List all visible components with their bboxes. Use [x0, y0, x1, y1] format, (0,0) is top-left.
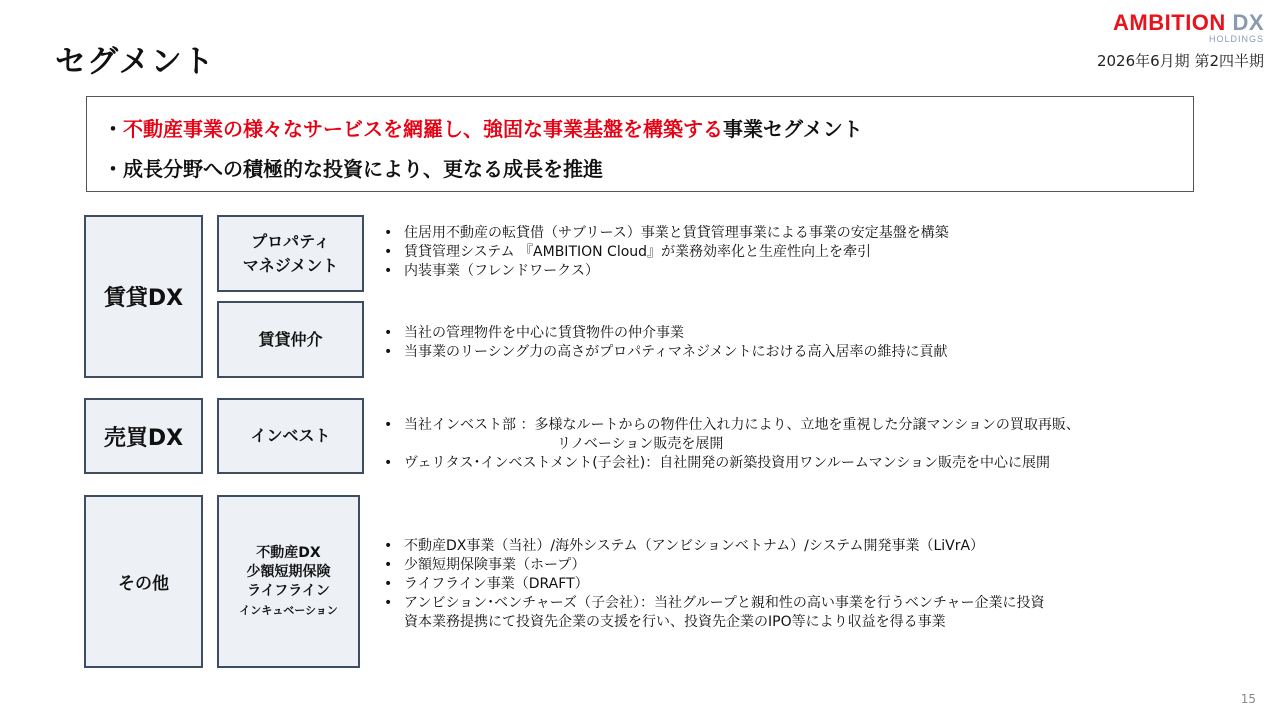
- brokerage-bullets: [382, 324, 948, 362]
- subsegment-invest: [217, 398, 364, 474]
- list-item: • ライフライン事業（DRAFT）: [382, 575, 1045, 594]
- summary-line-1-rest: 事業セグメント: [723, 117, 863, 141]
- list-item: • 不動産DX事業（当社）/海外システム（アンビションベトナム）/システム開発事業（LiVrA）: [382, 537, 1045, 556]
- summary-line-1: [103, 109, 1193, 149]
- list-item: • 内装事業（フレンドワークス）: [382, 262, 949, 281]
- list-item: • 住居用不動産の転貸借（サブリース）事業と賃貸管理事業による事業の安定基盤を構築: [382, 224, 949, 243]
- company-logo: [1113, 12, 1264, 44]
- summary-bullet: ・: [103, 117, 123, 141]
- other-label-1: 不動産DX: [256, 544, 321, 561]
- property-management-label-2: マネジメント: [242, 255, 339, 275]
- fiscal-period: 2026年6月期 第2四半期: [1096, 52, 1264, 70]
- list-item: • アンビション･ベンチャーズ（子会社）：当社グループと親和性の高い事業を行うベンチャー企業に投資: [382, 594, 1045, 613]
- list-item: • ヴェリタス･インベストメント(子会社)：自社開発の新築投資用ワンルームマンション販売を中心に展開: [382, 454, 1080, 473]
- segment-other: [84, 495, 203, 668]
- summary-line-2: ・成長分野への積極的な投資により、更なる成長を推進: [103, 157, 603, 181]
- segment-other-label: その他: [118, 574, 169, 594]
- segment-rental-dx-label: 賃貸DX: [103, 286, 184, 311]
- logo-wordmark-gray: DX: [1232, 10, 1264, 35]
- list-item: • 当社の管理物件を中心に賃貸物件の仲介事業: [382, 324, 948, 343]
- list-item: • 賃貸管理システム 『AMBITION Cloud』が業務効率化と生産性向上を牽引: [382, 243, 949, 262]
- logo-wordmark-red: AMBITION: [1113, 10, 1226, 35]
- brokerage-label: 賃貸仲介: [258, 329, 323, 349]
- summary-highlight: 不動産事業の様々なサービスを網羅し、強固な事業基盤を構築する: [123, 117, 723, 141]
- list-item-continuation: [382, 435, 1080, 454]
- page-title: セグメント: [55, 44, 215, 80]
- logo-wordmark: [1113, 12, 1264, 34]
- property-management-bullets: [382, 224, 949, 281]
- other-label-3: ライフライン: [247, 582, 330, 599]
- other-label-4: インキュベーション: [239, 603, 338, 617]
- summary-box: [86, 96, 1194, 192]
- subsegment-property-management: [217, 215, 364, 292]
- segment-rental-dx: [84, 215, 203, 378]
- page-number: 15: [1240, 692, 1256, 706]
- segment-sales-dx: [84, 398, 203, 474]
- property-management-label-1: プロパティ: [251, 231, 330, 251]
- segment-sales-dx-label: 売買DX: [103, 425, 184, 451]
- invest-bullets: [382, 416, 1080, 473]
- list-item: • 当事業のリーシング力の高さがプロパティマネジメントにおける高入居率の維持に貢献: [382, 343, 948, 362]
- other-bullets: [382, 537, 1045, 632]
- other-label-2: 少額短期保険: [246, 563, 331, 580]
- list-item: • 当社インベスト部 ：多様なルートからの物件仕入れ力により、立地を重視した分譲マンションの買取再販、: [382, 416, 1080, 435]
- invest-label: インベスト: [250, 426, 331, 445]
- subsegment-brokerage: [217, 301, 364, 378]
- list-item-continuation: 資本業務提携にて投資先企業の支援を行い、投資先企業のIPO等により収益を得る事業: [404, 614, 946, 630]
- list-item: • 少額短期保険事業（ホープ）: [382, 556, 1045, 575]
- subsegment-other-businesses: [217, 495, 360, 668]
- invest-bullet-1-continuation: リノベーション販売を展開: [557, 436, 724, 452]
- logo-subtext: HOLDINGS: [1208, 34, 1264, 44]
